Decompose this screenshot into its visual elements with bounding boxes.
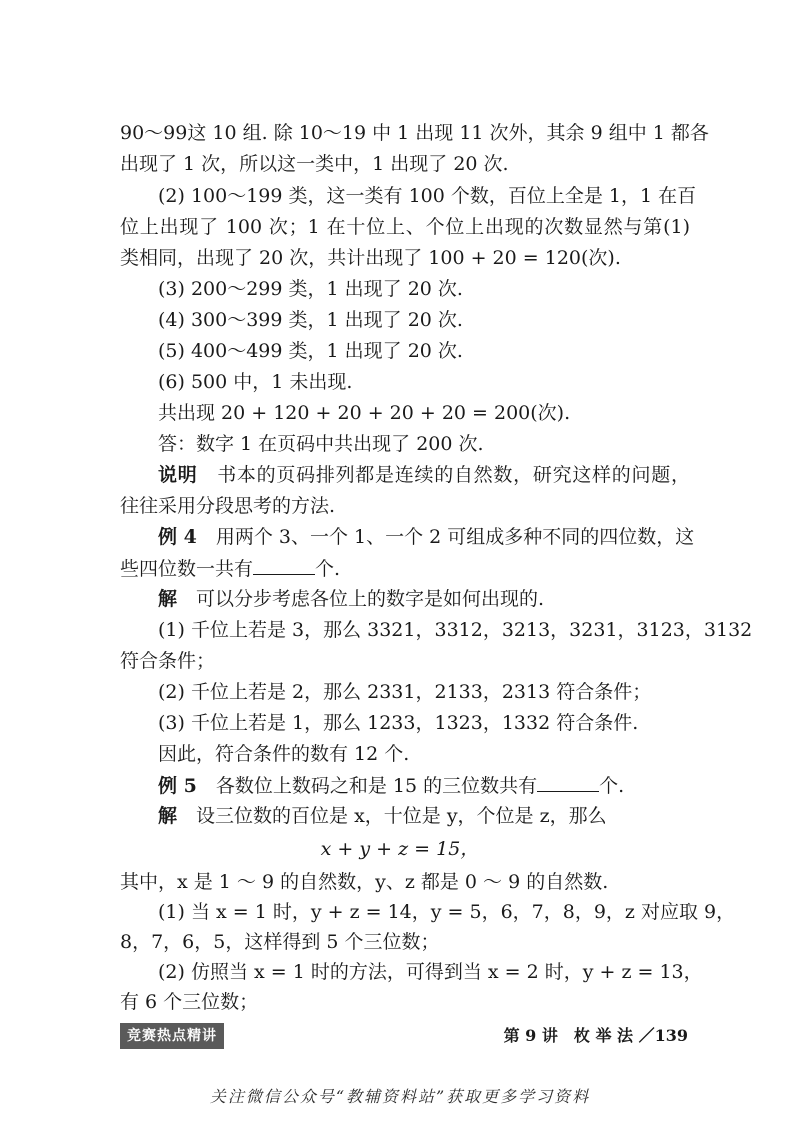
equation: x + y + z = 15， <box>320 838 480 860</box>
answer-blank <box>537 773 599 792</box>
text-line: 类相同，出现了 20 次，共计出现了 100 + 20 = 120(次). <box>120 247 621 269</box>
text-line: 共出现 20 + 120 + 20 + 20 + 20 = 200(次). <box>158 402 571 424</box>
text-line: 其中，x 是 1 ～ 9 的自然数，y、z 都是 0 ～ 9 的自然数. <box>120 871 609 893</box>
text-line: 有 6 个三位数； <box>120 991 259 1013</box>
answer-blank <box>253 556 315 575</box>
watermark-text: 关注微信公众号“教辅资料站”获取更多学习资料 <box>209 1087 591 1106</box>
text-line: (2) 100～199 类，这一类有 100 个数，百位上全是 1，1 在百 <box>158 185 697 207</box>
text-line: (3) 千位上若是 1，那么 1233，1323，1332 符合条件. <box>158 712 639 734</box>
example-4-text: 用两个 3、一个 1、一个 2 可组成多种不同的四位数，这 <box>215 526 695 548</box>
text-line: (2) 千位上若是 2，那么 2331，2133，2313 符合条件； <box>158 681 652 703</box>
text-line: (3) 200～299 类，1 出现了 20 次. <box>158 278 463 300</box>
note-label: 说明 <box>158 464 198 486</box>
example-5-label: 例 5 <box>158 775 197 797</box>
question-text: 个. <box>599 775 625 797</box>
solution-5 <box>158 804 690 828</box>
note-text: 书本的页码排列都是连续的自然数，研究这样的问题， <box>217 464 690 486</box>
example-5-heading <box>158 773 690 798</box>
text-line: 因此，符合条件的数有 12 个. <box>158 743 410 765</box>
section-tag: 竞赛热点精讲 <box>120 1023 224 1049</box>
example-4-question <box>120 556 690 581</box>
text-line: (1) 当 x = 1 时，y + z = 14，y = 5，6，7，8，9，z 对应取 9， <box>158 901 736 923</box>
text-line: (6) 500 中，1 未出现. <box>158 371 353 393</box>
chapter-page-number: 第 9 讲 枚 举 法 ／139 <box>503 1026 688 1045</box>
text-line: 位上出现了 100 次；1 在十位上、个位上出现的次数显然与第(1) <box>120 216 690 238</box>
question-text: 些四位数一共有 <box>120 558 254 580</box>
example-4-heading <box>158 525 695 549</box>
text-line: 出现了 1 次，所以这一类中，1 出现了 20 次. <box>120 153 509 175</box>
text-line: 8，7，6，5，这样得到 5 个三位数； <box>120 931 440 953</box>
solution-label: 解 <box>158 805 178 827</box>
text-line: 符合条件； <box>120 650 216 672</box>
question-text: 个. <box>315 558 341 580</box>
example-4-label: 例 4 <box>158 526 197 548</box>
text-line: 90～99这 10 组. 除 10～19 中 1 出现 11 次外，其余 9 组中 1 都各 <box>120 122 709 144</box>
solution-4 <box>158 587 690 611</box>
text-line: (5) 400～499 类，1 出现了 20 次. <box>158 340 463 362</box>
example-5-text: 各数位上数码之和是 15 的三位数共有 <box>215 775 538 797</box>
text-line: (1) 千位上若是 3，那么 3321，3312，3213，3231，3123，3132 <box>158 619 753 641</box>
solution-text: 可以分步考虑各位上的数字是如何出现的. <box>196 588 545 610</box>
note-paragraph <box>158 463 690 487</box>
text-line: (2) 仿照当 x = 1 时的方法，可得到当 x = 2 时，y + z = 13， <box>158 961 703 983</box>
solution-label: 解 <box>158 588 178 610</box>
text-line: 答：数字 1 在页码中共出现了 200 次. <box>158 433 484 455</box>
text-line: (4) 300～399 类，1 出现了 20 次. <box>158 309 463 331</box>
text-line: 往往采用分段思考的方法. <box>120 495 336 517</box>
solution-text: 设三位数的百位是 x，十位是 y，个位是 z，那么 <box>196 805 607 827</box>
